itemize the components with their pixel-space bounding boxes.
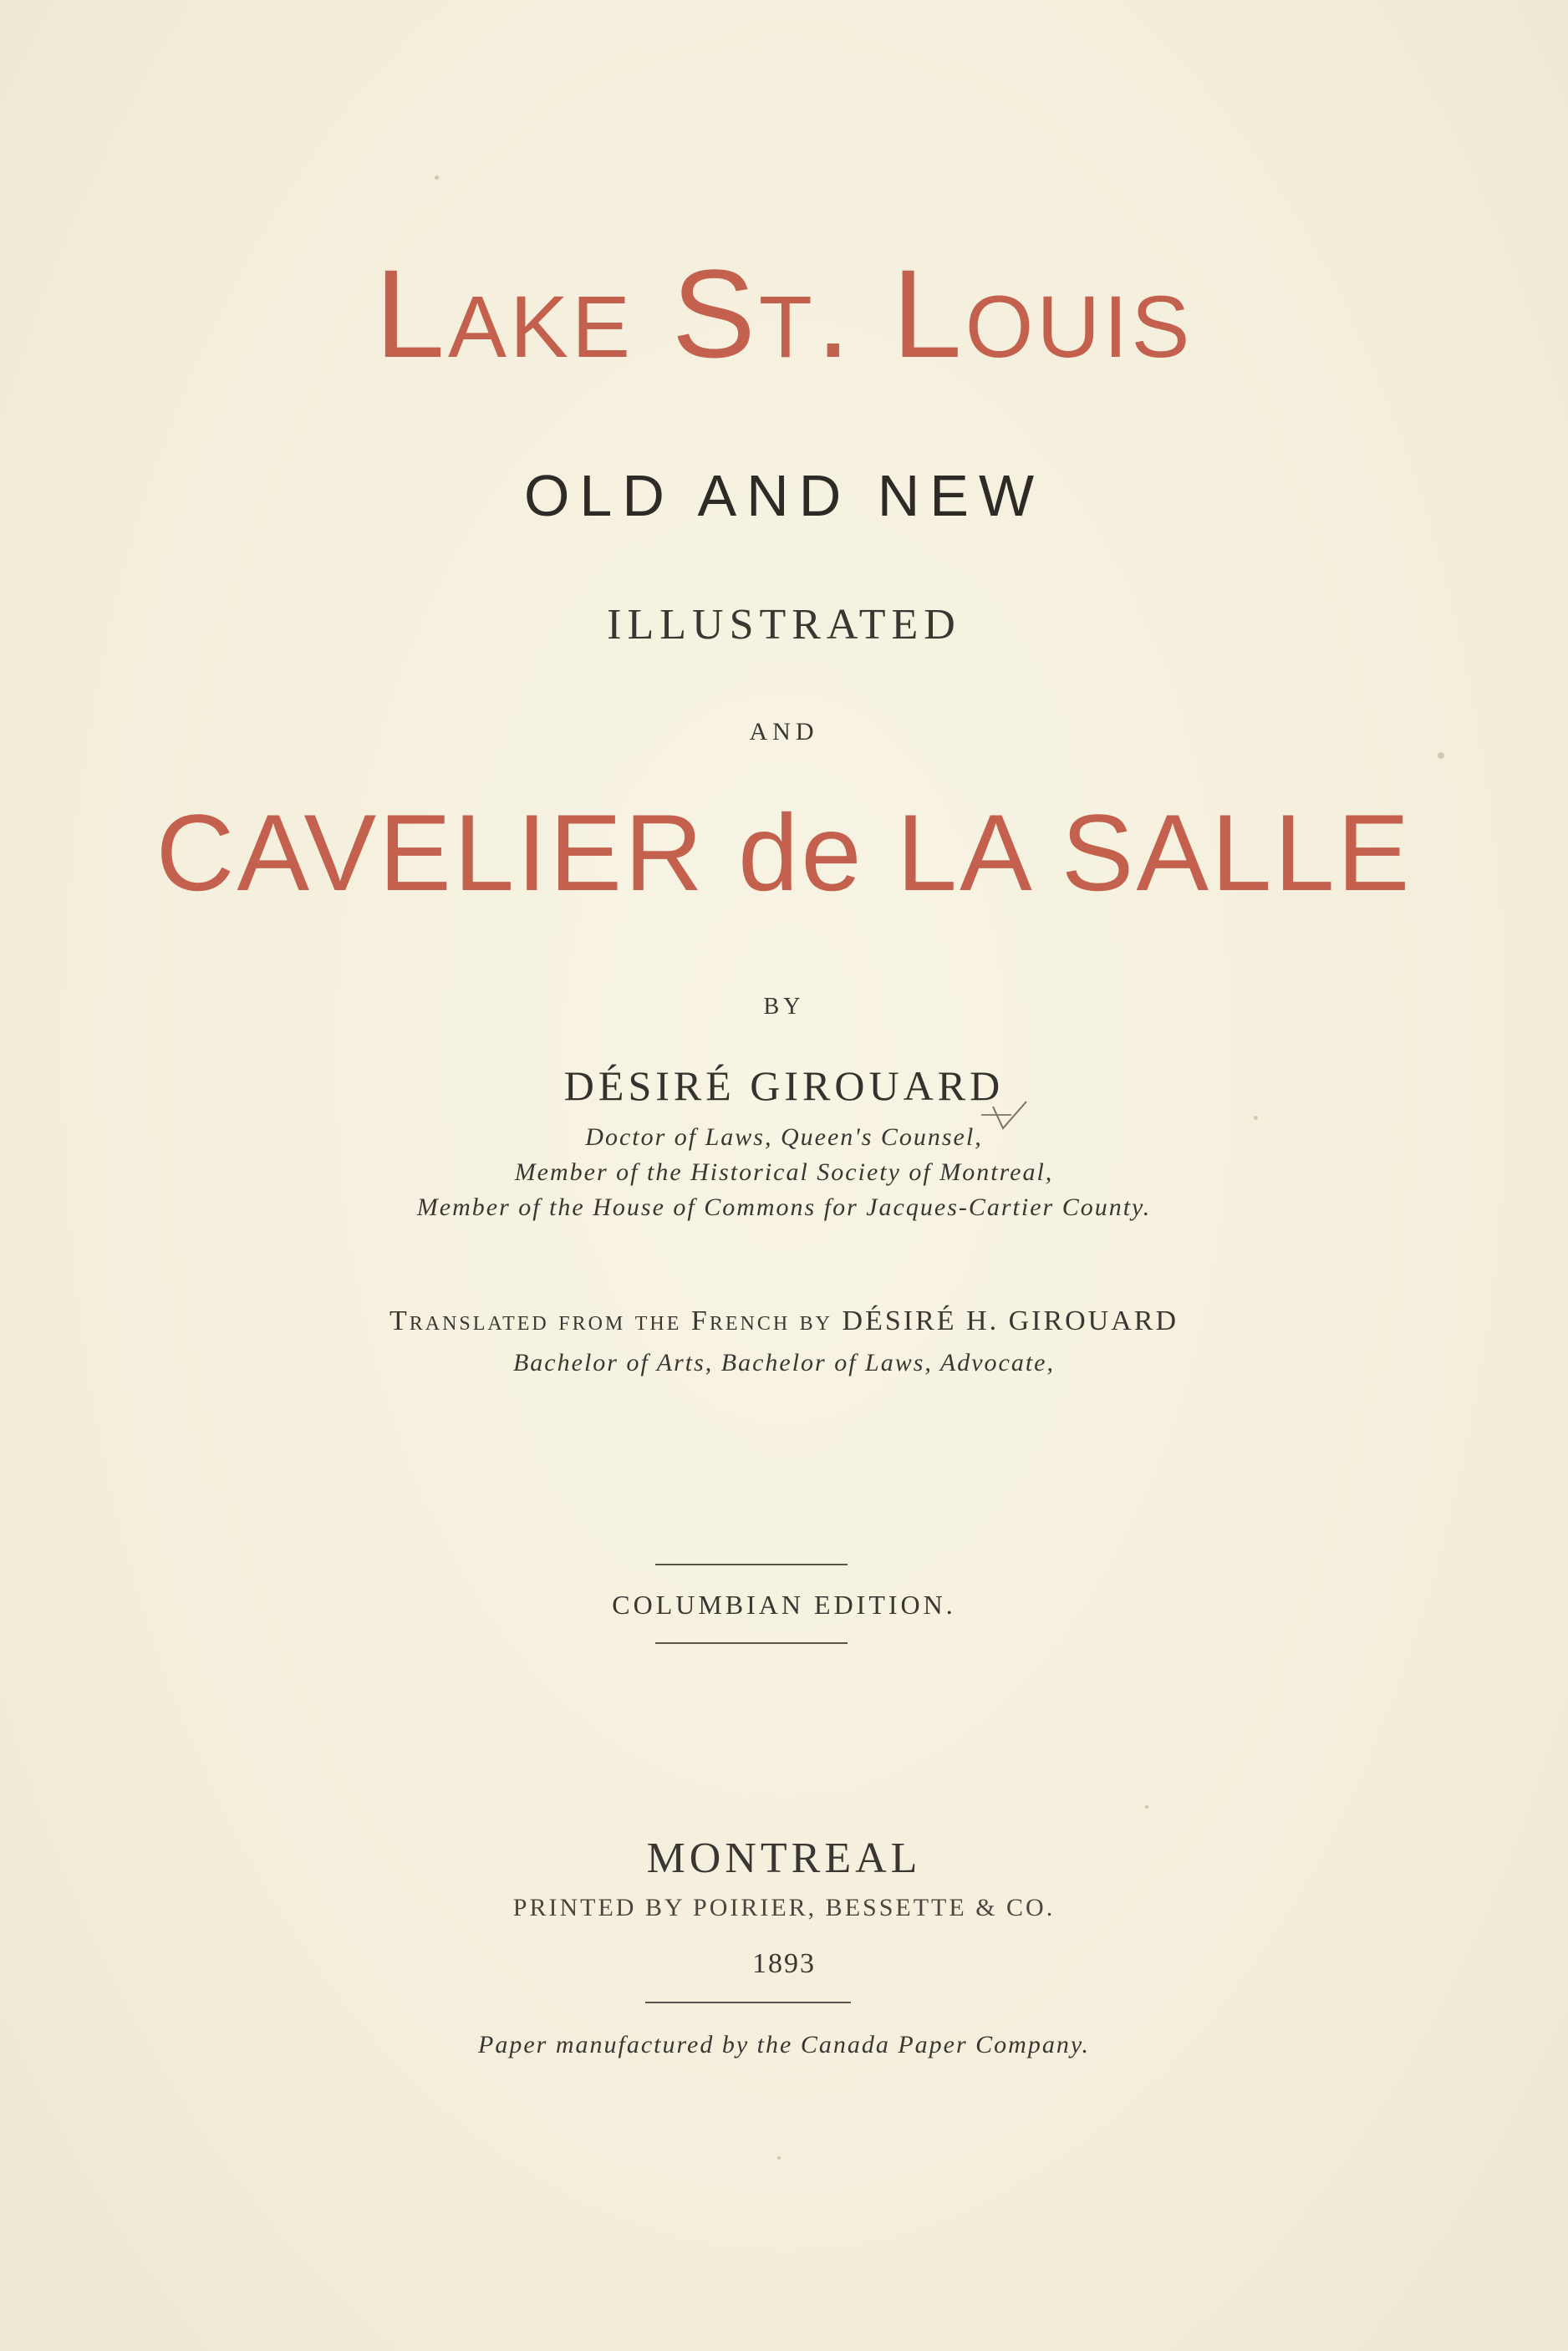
pencil-checkmark xyxy=(978,1095,1045,1137)
and-label: AND xyxy=(749,718,819,746)
publication-city: MONTREAL xyxy=(646,1834,922,1882)
author-credit-3: Member of the House of Commons for Jacques-Cartier County. xyxy=(416,1193,1152,1221)
edition-rule-top xyxy=(655,1564,848,1565)
paper-speck xyxy=(1254,1116,1258,1120)
edition-label: COLUMBIAN EDITION. xyxy=(612,1590,956,1620)
translator-line: Translated from the French by DÉSIRÉ H. GIROUARD xyxy=(389,1305,1179,1336)
book-title: Lake St. Louis xyxy=(374,243,1194,384)
by-label: BY xyxy=(763,994,805,1020)
paper-speck xyxy=(435,176,439,180)
edition-rule-bottom xyxy=(655,1642,848,1644)
printer-line: PRINTED BY POIRIER, BESSETTE & CO. xyxy=(512,1894,1056,1921)
year-rule xyxy=(645,2002,851,2003)
illustrated-label: ILLUSTRATED xyxy=(607,601,961,649)
paper-speck xyxy=(1145,1805,1148,1809)
paper-speck xyxy=(1438,752,1444,759)
author-credit-2: Member of the Historical Society of Montreal, xyxy=(514,1158,1054,1186)
subtitle: OLD AND NEW xyxy=(523,463,1045,528)
author-name: DÉSIRÉ GIROUARD xyxy=(563,1062,1005,1109)
paper-note: Paper manufactured by the Canada Paper Company. xyxy=(478,2031,1090,2058)
publication-year: 1893 xyxy=(752,1948,816,1979)
paper-speck xyxy=(777,2156,781,2160)
translator-credit: Bachelor of Arts, Bachelor of Laws, Advocate, xyxy=(512,1349,1055,1377)
author-credit-1: Doctor of Laws, Queen's Counsel, xyxy=(585,1123,983,1151)
second-title: CAVELIER de LA SALLE xyxy=(155,791,1413,913)
